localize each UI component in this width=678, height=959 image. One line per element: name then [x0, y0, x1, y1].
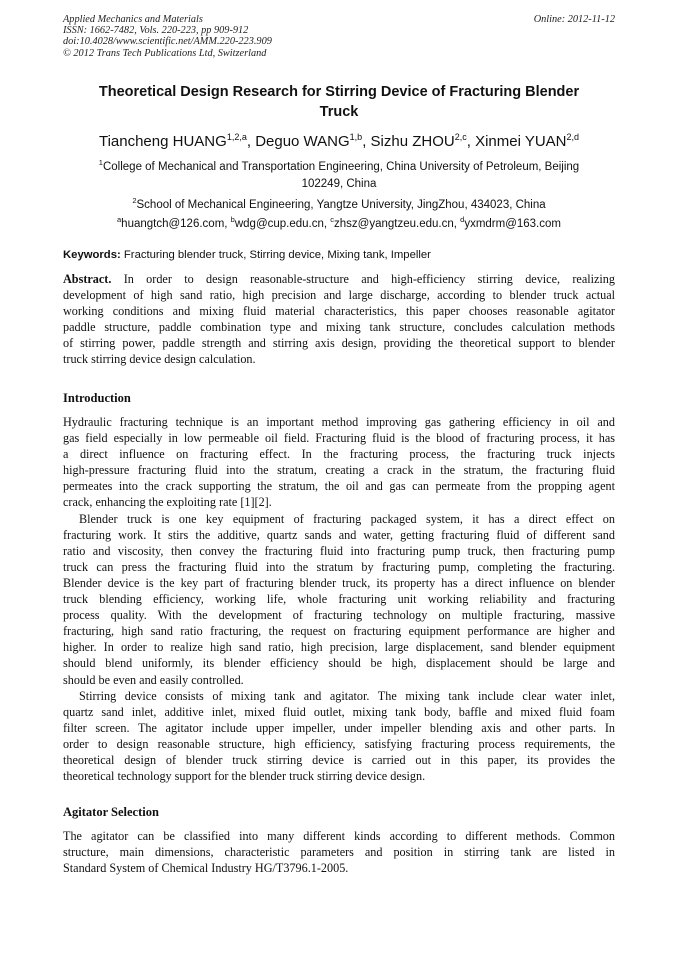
abstract-line: of stirring power, paddle strength and stirring axis design, providing the theoretical support to blender [63, 336, 615, 351]
affiliation-1-line-1: College of Mechanical and Transportation Engineering, China University of Petroleum, Beijing [102, 160, 580, 173]
paragraph-line: Blender device is the key part of fracturing blender truck, its property has a direct influence on blender [63, 575, 615, 590]
paragraph-line: Stirring device consists of mixing tank and agitator. The mixing tank include clear water inlet, [79, 688, 615, 703]
paragraph-line: crack, enhancing the exploiting rate [1][2]. [63, 495, 272, 510]
keywords-text: Fracturing blender truck, Stirring device, Mixing tank, Impeller [120, 249, 431, 261]
author-list: Tiancheng HUANG$^{1,2,a}$, Deguo WANG$^{1,b}$, Sizhu ZHOU$^{2,c}$, Xinmei YUAN$^{2,d}$ [98, 132, 580, 150]
paragraph-line: Blender truck is one key equipment of fracturing packaged system, it has a direct effect on [79, 511, 615, 526]
paragraph-line: theoretical design of blender truck stirring device is carried out in this paper, its provides the [63, 752, 615, 767]
author-name: Deguo WANG [255, 133, 350, 150]
paragraph-line: should blend uniformly, its blender efficiency should be high, displacement should be large and [63, 656, 615, 671]
email-mark: d [460, 215, 465, 224]
abstract-line: paddle structure, paddle combination type and mixing tank structure, concludes calculation methods [63, 320, 615, 335]
abstract [63, 271, 615, 368]
journal-name: Applied Mechanics and Materials [63, 14, 203, 25]
email-mark: b [230, 215, 235, 224]
affiliation-1-line-2: 102249, China [301, 177, 377, 190]
online-date: Online: 2012-11-12 [533, 14, 615, 25]
abstract-line: Abstract. In order to design reasonable-structure and high-efficiency stirring device, realizing [63, 272, 615, 286]
author-affiliation-mark: 1,b [349, 132, 363, 142]
email-list [63, 211, 615, 233]
running-header [63, 14, 615, 59]
abstract-line: development of high sand ratio, high precision and large discharge, according to blender truck actual [63, 288, 615, 303]
keywords-label: Keywords: [63, 249, 121, 261]
paragraph-line: should be even and easily controlled. [63, 672, 244, 687]
email-mark: a [117, 215, 122, 224]
title-line-1: Theoretical Design Research for Stirring Device of Fracturing Blender [98, 84, 580, 100]
paragraph-line: process quality. With the development of fracturing technology on multiple fracturing, massive [63, 608, 615, 623]
abstract-line: working conditions and mixing fluid material characteristics, this paper chooses reasonable agitator [63, 304, 615, 319]
author-affiliation-mark: 1,2,a [226, 132, 247, 142]
paragraph-line: fracturing, high sand ratio fracturing, the request on fracturing equipment performance are higher and [63, 624, 615, 639]
paragraph-line: quartz sand inlet, additive inlet, mixed fluid outlet, mixing tank body, baffle and mixed fluid foam [63, 704, 615, 719]
author-name: Xinmei YUAN [475, 133, 567, 150]
email-link[interactable]: huangtch@126.com, [121, 217, 231, 230]
paragraph-line: gas field especially in low permeable oil field. Fracturing fluid is the blood of fracturing process, it has [63, 431, 615, 446]
copyright-line: © 2012 Trans Tech Publications Ltd, Switzerland [63, 47, 267, 59]
paragraph-line: Standard System of Chemical Industry HG/T3796.1-2005. [63, 861, 349, 876]
paragraph-line: high-pressure fracturing fluid into the stratum, creating a crack in the stratum, the fracturing fluid [63, 463, 615, 478]
paragraph-line: order to design reasonable structure, high efficiency, satisfying fracturing process requirements, the [63, 736, 615, 751]
agitator-body [63, 828, 615, 876]
abstract-label: Abstract. [63, 272, 112, 286]
email-mark: c [330, 215, 335, 224]
paragraph-line: fracturing work. It stirs the additive, quartz sands and water, getting fracturing fluid of different sand [63, 527, 615, 542]
email-link[interactable]: yxmdrm@163.com [464, 217, 561, 230]
email-link[interactable]: zhsz@yangtzeu.edu.cn, [334, 217, 461, 230]
paragraph-line: structure, main dimensions, characteristic parameters and position in stirring tank are listed in [63, 845, 615, 860]
abstract-line: truck stirring device design calculation. [63, 352, 256, 367]
paragraph-line: Hydraulic fracturing technique is an important method improving gas gathering efficiency in oil and [63, 415, 615, 429]
doi-line: doi:10.4028/www.scientific.net/AMM.220-223.909 [63, 36, 272, 48]
introduction-body [63, 414, 615, 784]
paragraph-line: The agitator can be classified into many different kinds according to different methods. Common [63, 829, 615, 843]
affiliation-2-text: School of Mechanical Engineering, Yangtze University, JingZhou, 434023, China [136, 198, 546, 211]
paper-title [63, 82, 615, 122]
affiliation-1 [63, 154, 615, 193]
paragraph-line: truck blending efficiency, working life, whole fracturing unit working reliability and fracturing [63, 592, 615, 607]
paragraph-line: a direct influence on fracturing effect. In the fracturing process, the fracturing truck injects [63, 447, 615, 462]
paragraph-line: ratio and viscosity, then convey the fracturing fluid into fracturing pump truck, then fracturing pump [63, 543, 615, 558]
paragraph-line: higher. In order to realize high sand ratio, high precision, large displacement, sand blender equipment [63, 640, 615, 655]
section-heading-agitator-selection: Agitator Selection [63, 805, 159, 819]
keywords [63, 248, 615, 263]
email-link[interactable]: wdg@cup.edu.cn, [234, 217, 331, 230]
paragraph-line: filter screen. The agitator include upper impeller, under impeller blending axis and other parts. In [63, 720, 615, 735]
author-affiliation-mark: 2,d [566, 132, 580, 142]
affiliation-mark: 1 [98, 158, 103, 167]
title-line-2: Truck [319, 104, 359, 120]
section-heading-introduction: Introduction [63, 391, 131, 405]
issn-line: ISSN: 1662-7482, Vols. 220-223, pp 909-912 [63, 25, 249, 37]
paragraph-line: truck can press the fracturing fluid into the stratum by fracturing pump, completing the fracturing. [63, 559, 615, 574]
author-affiliation-mark: 2,c [454, 132, 467, 142]
affiliation-mark: 2 [132, 196, 137, 205]
author-name: Tiancheng HUANG [98, 133, 227, 150]
author-name: Sizhu ZHOU [370, 133, 455, 150]
paragraph-line: theoretical technology support for the blender truck stirring device design. [63, 769, 426, 784]
paragraph-line: permeates into the crack supporting the stratum, the oil and gas can permeate from the propping agent [63, 479, 615, 494]
